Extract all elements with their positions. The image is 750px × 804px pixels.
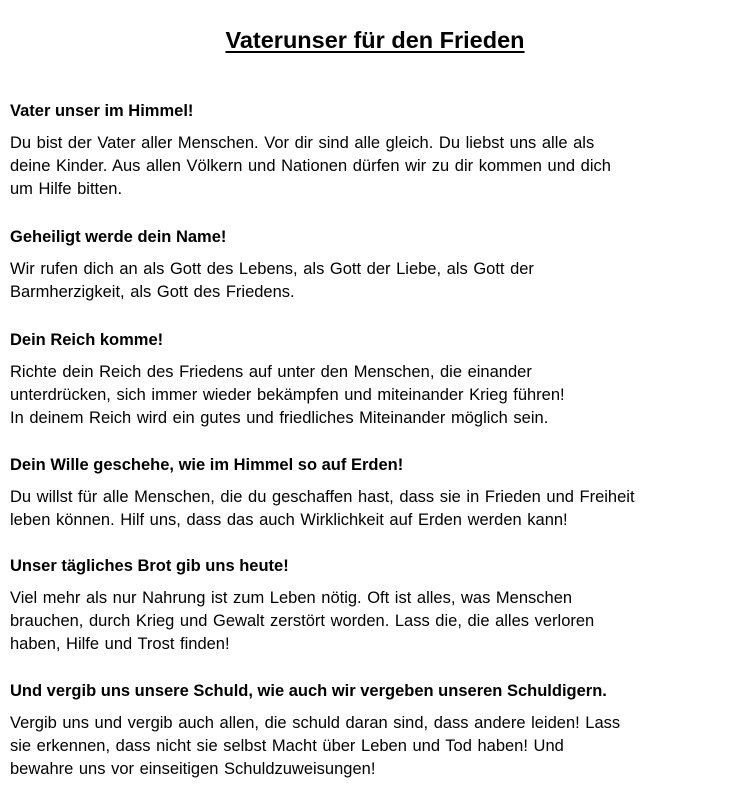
body-line: unterdrücken, sich immer wieder bekämpfen und miteinander Krieg führen!: [10, 386, 565, 404]
section-dein-wille: [10, 455, 746, 532]
section-body: [10, 132, 746, 201]
body-line: leben können. Hilf uns, dass das auch Wirklichkeit auf Erden werden kann!: [10, 511, 568, 529]
section-heading: Und vergib uns unsere Schuld, wie auch wir vergeben unseren Schuldigern.: [10, 682, 607, 700]
section-body: [10, 712, 746, 781]
body-line: Du bist der Vater aller Menschen. Vor dir sind alle gleich. Du liebst uns alle als: [10, 134, 595, 152]
section-dein-reich: [10, 330, 746, 430]
page-title: Vaterunser für den Frieden: [225, 27, 525, 53]
section-taegliches-brot: [10, 556, 746, 656]
section-heading: Unser tägliches Brot gib uns heute!: [10, 557, 289, 575]
section-body: [10, 361, 746, 430]
section-heading: Vater unser im Himmel!: [10, 102, 194, 120]
section-body: [10, 486, 746, 532]
body-line: Vergib uns und vergib auch allen, die schuld daran sind, dass andere leiden! Lass: [10, 714, 621, 732]
body-line: haben, Hilfe und Trost finden!: [10, 635, 230, 653]
body-line: Richte dein Reich des Friedens auf unter den Menschen, die einander: [10, 363, 532, 381]
section-heading: Geheiligt werde dein Name!: [10, 228, 227, 246]
body-line: Viel mehr als nur Nahrung ist zum Leben nötig. Oft ist alles, was Menschen: [10, 589, 573, 607]
section-vergib-uns: [10, 681, 746, 781]
body-line: um Hilfe bitten.: [10, 180, 123, 198]
section-body: [10, 587, 746, 656]
body-line: deine Kinder. Aus allen Völkern und Nationen dürfen wir zu dir kommen und dich: [10, 157, 611, 175]
section-body: [10, 258, 746, 304]
body-line: Du willst für alle Menschen, die du geschaffen hast, dass sie in Frieden und Freiheit: [10, 488, 635, 506]
body-line: In deinem Reich wird ein gutes und friedliches Miteinander möglich sein.: [10, 409, 549, 427]
section-vater-unser: [10, 101, 746, 201]
body-line: bewahre uns vor einseitigen Schuldzuweisungen!: [10, 760, 376, 778]
body-line: Wir rufen dich an als Gott des Lebens, als Gott der Liebe, als Gott der: [10, 260, 534, 278]
body-line: Barmherzigkeit, als Gott des Friedens.: [10, 283, 295, 301]
section-geheiligt: [10, 227, 746, 304]
body-line: brauchen, durch Krieg und Gewalt zerstört worden. Lass die, die alles verloren: [10, 612, 595, 630]
body-line: sie erkennen, dass nicht sie selbst Macht über Leben und Tod haben! Und: [10, 737, 564, 755]
section-heading: Dein Wille geschehe, wie im Himmel so auf Erden!: [10, 456, 404, 474]
section-heading: Dein Reich komme!: [10, 331, 164, 349]
